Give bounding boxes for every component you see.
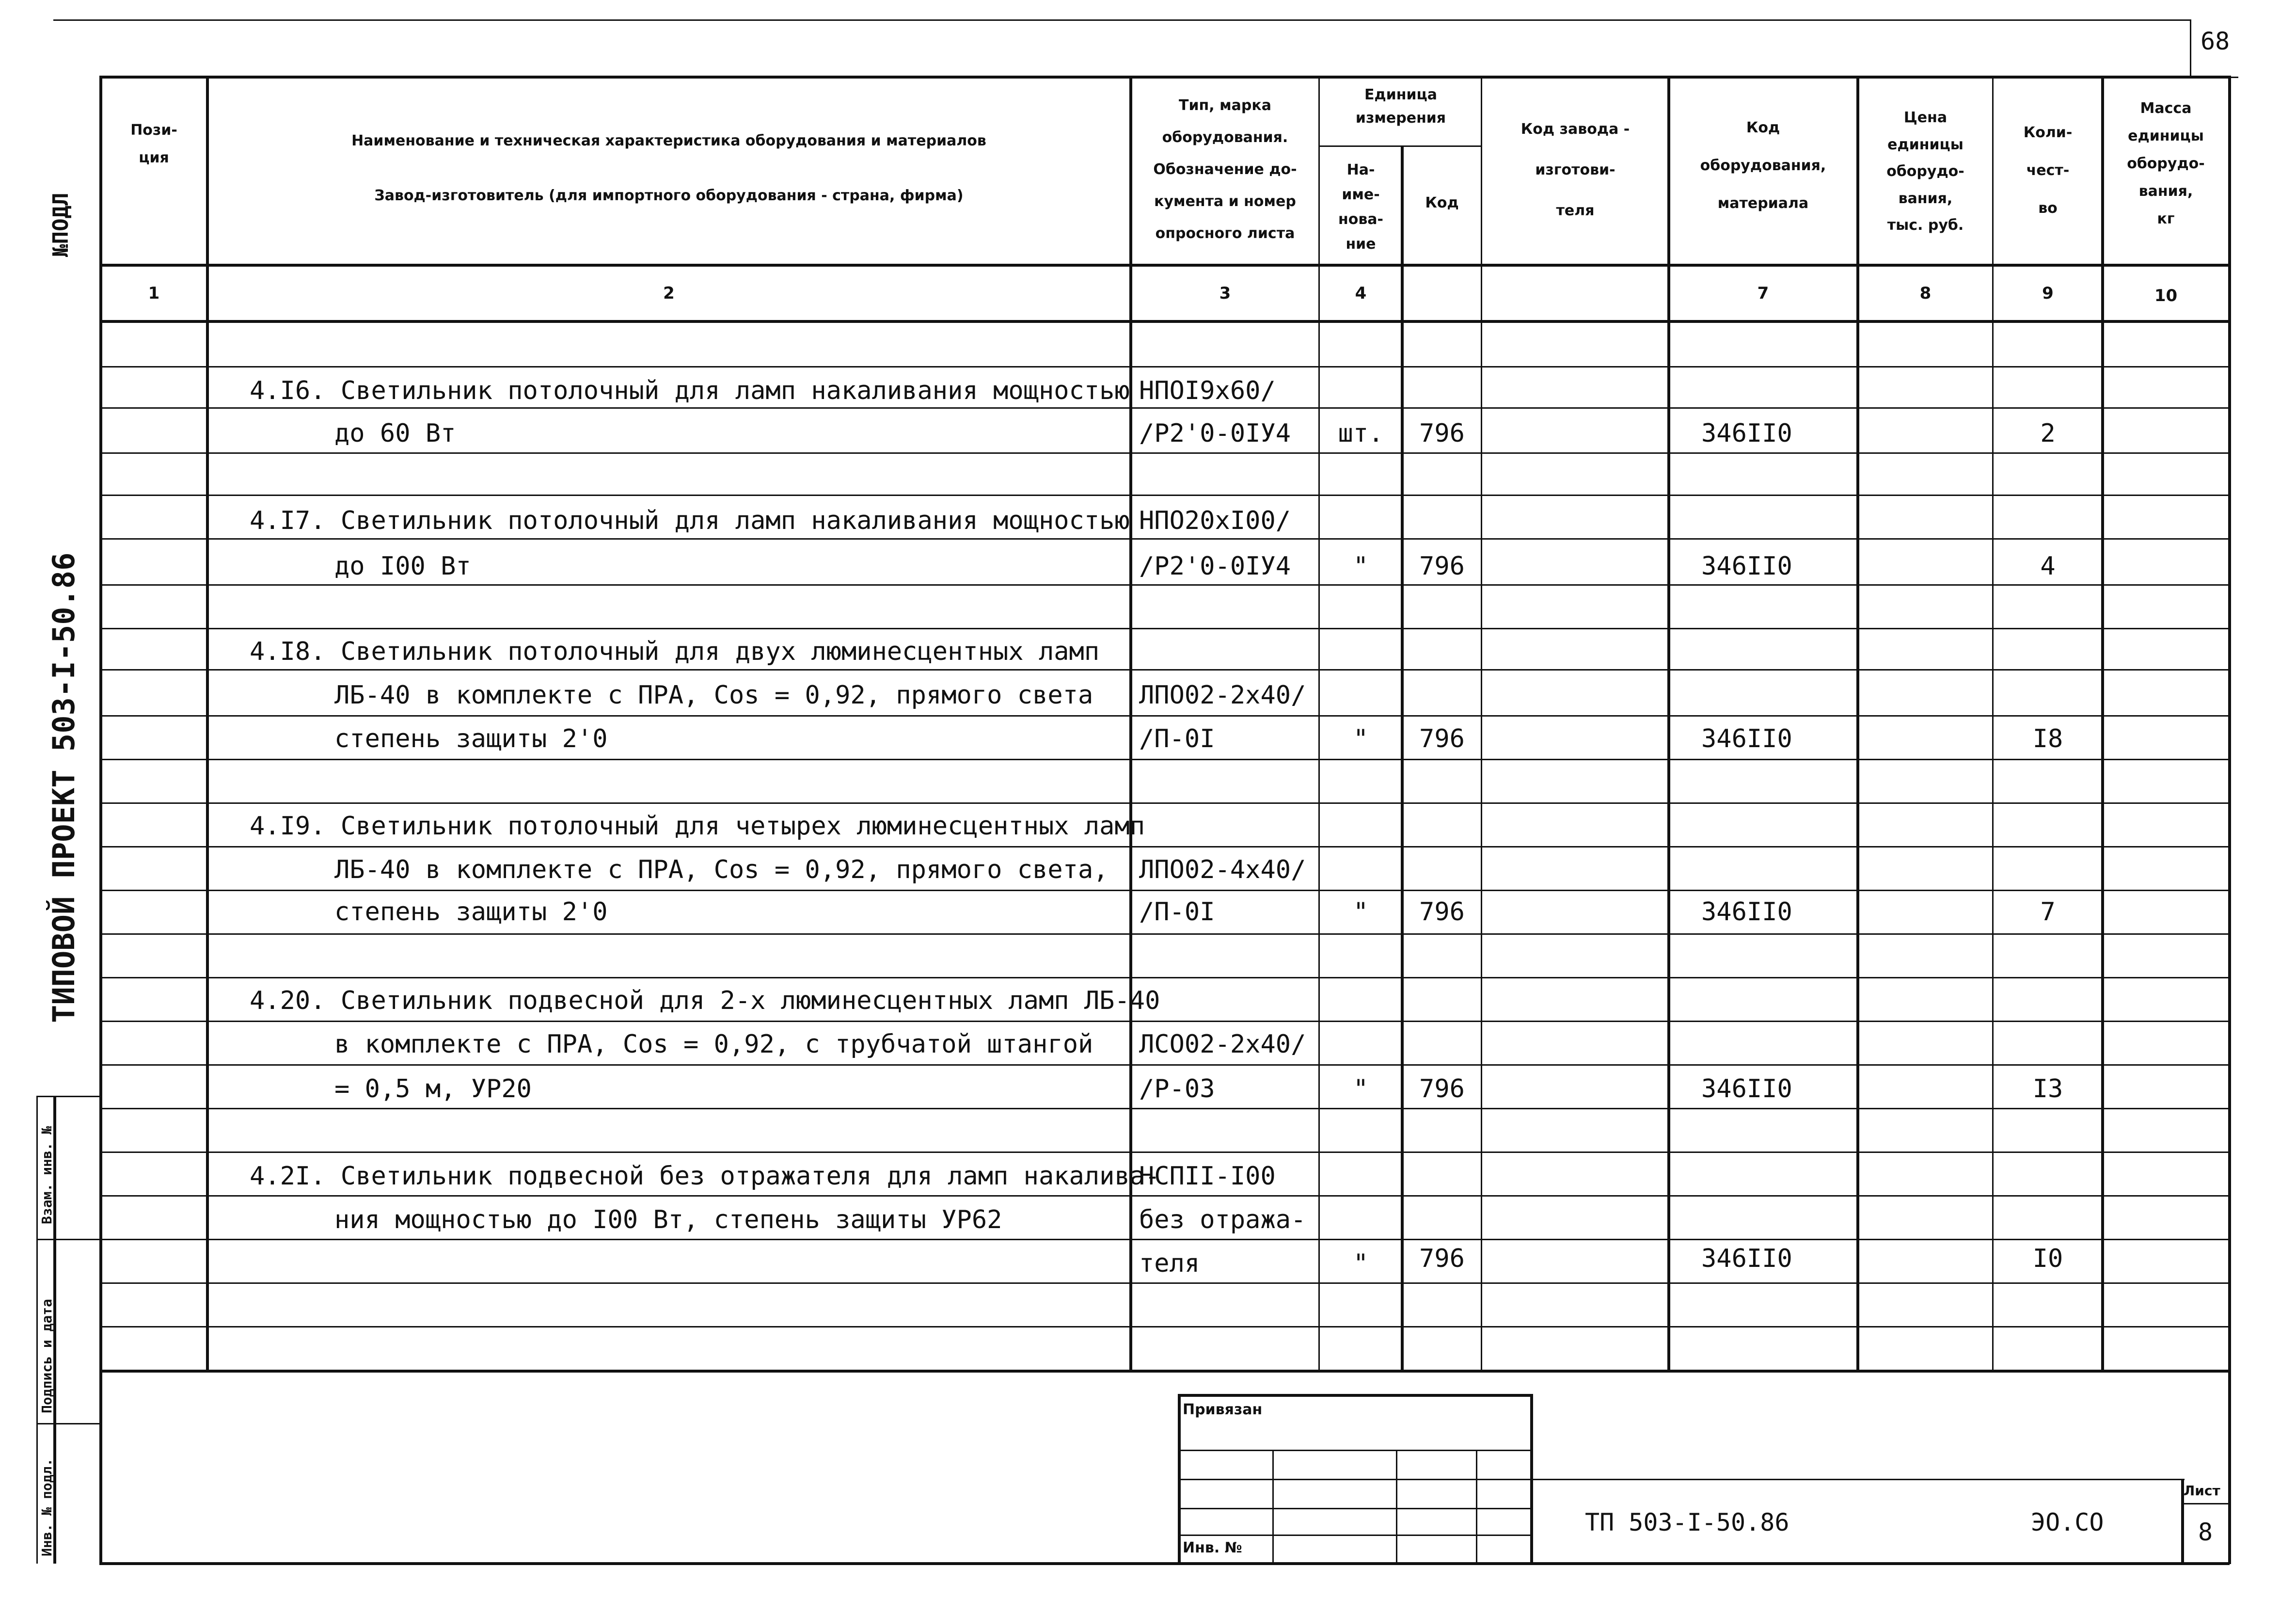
stamp-list-label: Лист	[2184, 1483, 2220, 1499]
row-type: НПО20хI00/	[1139, 506, 1291, 535]
header-name-line2: Завод-изготовитель (для импортного оборудования - страна, фирма)	[374, 187, 964, 204]
row-material-code: 346II0	[1701, 724, 1792, 753]
row-code: 796	[1419, 419, 1465, 448]
row-name: ния мощностью до I00 Вт, степень защиты УР62	[334, 1205, 1002, 1234]
row-type: /П-0I	[1139, 724, 1215, 753]
header-unit-name: На- име- нова- ние	[1338, 161, 1384, 253]
margin-podpis: Подпись и дата	[39, 1298, 55, 1413]
colnum-7: 7	[1757, 284, 1769, 303]
margin-inv-podl: Инв. № подл.	[39, 1458, 55, 1556]
row-type: ЛПО02-4х40/	[1139, 855, 1306, 884]
row-material-code: 346II0	[1701, 552, 1792, 581]
row-code: 796	[1419, 724, 1465, 753]
row-material-code: 346II0	[1701, 1244, 1792, 1273]
row-material-code: 346II0	[1701, 897, 1792, 927]
stamp-list-no: 8	[2198, 1518, 2213, 1546]
row-name: 4.I8. Светильник потолочный для двух люминесцентных ламп	[250, 637, 1100, 666]
row-name: ЛБ-40 в комплекте с ПРА, Cos = 0,92, прямого света,	[334, 855, 1108, 884]
row-unit: "	[1353, 1074, 1369, 1103]
row-name: 4.I9. Светильник потолочный для четырех люминесцентных ламп	[250, 812, 1145, 841]
header-material-code: Код оборудования, материала	[1700, 119, 1826, 212]
colnum-1: 1	[148, 284, 160, 303]
row-quantity: I8	[2032, 724, 2063, 753]
stamp-inv-no: Инв. №	[1183, 1539, 1242, 1556]
row-unit: "	[1353, 897, 1369, 927]
header-name-line1: Наименование и техническая характеристика оборудования и материалов	[351, 132, 986, 149]
margin-inv-label: №ПОДЛ	[48, 192, 73, 257]
page-number: 68	[2201, 27, 2230, 55]
colnum-10: 10	[2154, 286, 2178, 305]
row-material-code: 346II0	[1701, 1074, 1792, 1103]
row-name: ЛБ-40 в комплекте с ПРА, Cos = 0,92, прямого света	[334, 681, 1093, 710]
colnum-3: 3	[1219, 284, 1231, 303]
row-type: ЛПО02-2х40/	[1139, 681, 1306, 710]
row-name: 4.20. Светильник подвесной для 2-х люминесцентных ламп ЛБ-40	[250, 986, 1160, 1015]
header-unit-group: Единица измерения	[1355, 86, 1446, 127]
margin-project-label: ТИПОВОЙ ПРОЕКТ 503-I-50.86	[46, 552, 81, 1023]
row-type: /П-0I	[1139, 897, 1215, 927]
row-name: до I00 Вт	[334, 552, 471, 581]
row-name: 4.2I. Светильник подвесной без отражателя для ламп накалива-	[250, 1162, 1160, 1191]
row-name: 4.I6. Светильник потолочный для ламп накаливания мощностью	[250, 376, 1130, 405]
row-type: /Р2'0-0IУ4	[1139, 552, 1291, 581]
row-unit: шт.	[1338, 419, 1384, 448]
row-unit: "	[1353, 1249, 1369, 1278]
row-type: НСПII-I00	[1139, 1162, 1276, 1191]
row-material-code: 346II0	[1701, 419, 1792, 448]
row-name: в комплекте с ПРА, Cos = 0,92, с трубчатой штангой	[334, 1030, 1093, 1059]
stamp-privyazan: Привязан	[1183, 1401, 1263, 1418]
row-quantity: I3	[2032, 1074, 2063, 1103]
row-name: = 0,5 м, УР20	[334, 1074, 532, 1103]
header-position: Пози- ция	[130, 122, 177, 166]
stamp-section: ЭО.СО	[2031, 1508, 2104, 1536]
header-price: Цена единицы оборудо- вания, тыс. руб.	[1886, 109, 1964, 234]
row-type: теля	[1139, 1249, 1200, 1278]
row-type: /Р2'0-0IУ4	[1139, 419, 1291, 448]
row-type: ЛСО02-2х40/	[1139, 1030, 1306, 1059]
row-code: 796	[1419, 897, 1465, 927]
row-name: до 60 Вт	[334, 419, 456, 448]
header-quantity: Коли- чест- во	[2023, 124, 2073, 217]
row-unit: "	[1353, 724, 1369, 753]
colnum-4: 4	[1355, 284, 1367, 303]
row-name: степень защиты 2'0	[334, 897, 608, 927]
row-code: 796	[1419, 1074, 1465, 1103]
row-name: 4.I7. Светильник потолочный для ламп накаливания мощностью	[250, 506, 1130, 535]
row-quantity: I0	[2032, 1244, 2063, 1273]
row-quantity: 7	[2040, 897, 2056, 927]
row-quantity: 2	[2040, 419, 2056, 448]
row-type: без отража-	[1139, 1205, 1306, 1234]
header-factory-code: Код завода - изготови- теля	[1520, 121, 1630, 219]
row-type: /Р-03	[1139, 1074, 1215, 1103]
header-type: Тип, марка оборудования. Обозначение до- кумента и номер опросного листа	[1153, 97, 1297, 242]
row-unit: "	[1353, 552, 1369, 581]
colnum-9: 9	[2042, 284, 2054, 303]
row-code: 796	[1419, 1244, 1465, 1273]
stamp-designation: ТП 503-I-50.86	[1585, 1508, 1789, 1536]
margin-vzam: Взам. инв. №	[39, 1126, 55, 1224]
row-type: НПОI9х60/	[1139, 376, 1276, 405]
header-unit-code: Код	[1425, 194, 1459, 211]
header-mass: Масса единицы оборудо- вания, кг	[2127, 100, 2205, 227]
row-code: 796	[1419, 552, 1465, 581]
colnum-8: 8	[1919, 284, 1932, 303]
col-sep-1	[206, 76, 209, 1370]
row-quantity: 4	[2040, 552, 2056, 581]
colnum-2: 2	[663, 284, 675, 303]
row-name: степень защиты 2'0	[334, 724, 608, 753]
